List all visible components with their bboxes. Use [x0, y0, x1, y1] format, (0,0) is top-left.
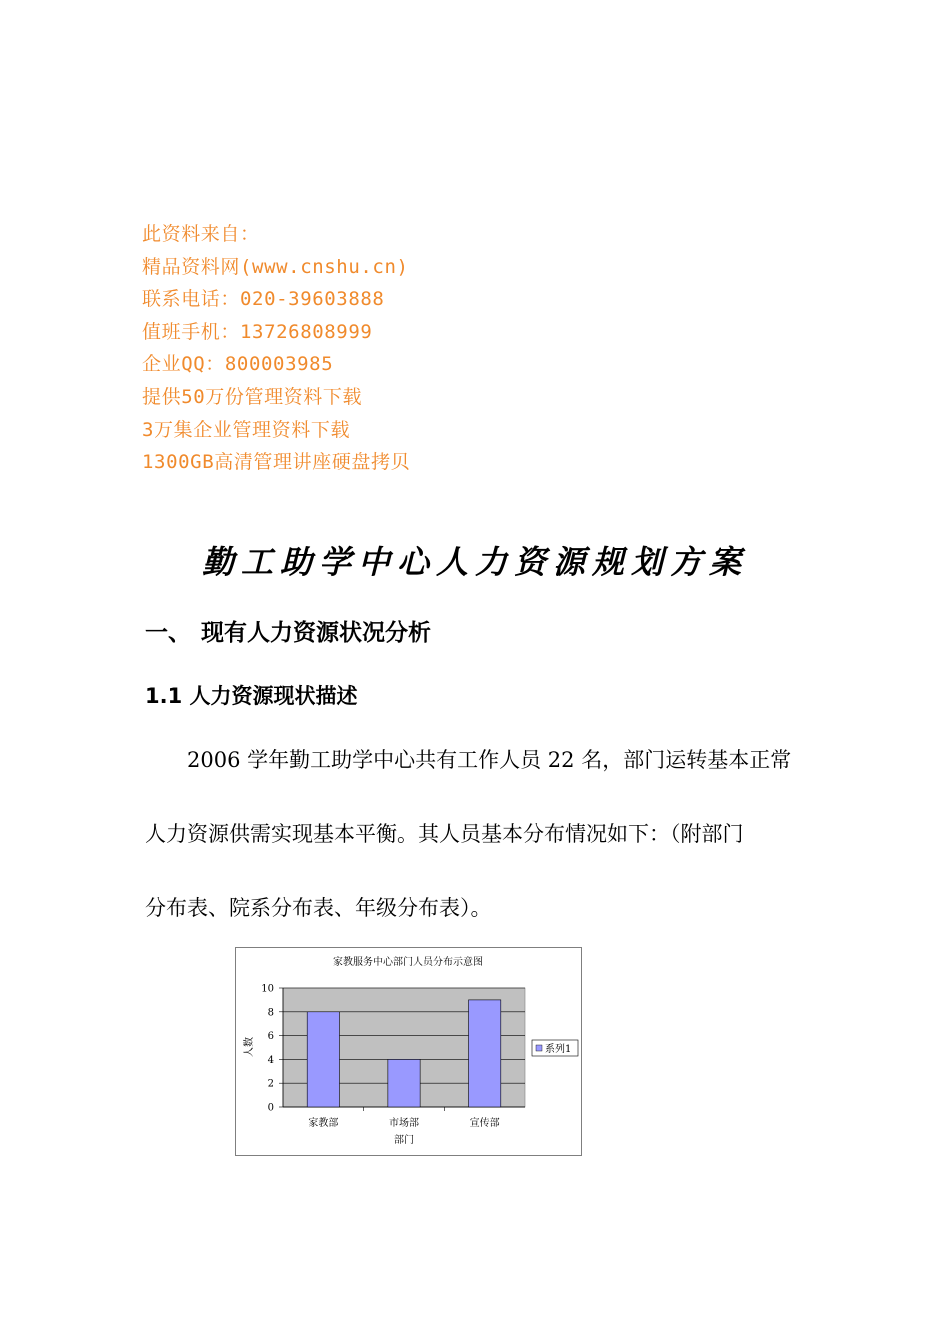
ad-line-offer-3: 1300GB高清管理讲座硬盘拷贝	[142, 451, 411, 474]
source-ad-block	[142, 218, 410, 479]
document-title: 勤工助学中心人力资源规划方案	[201, 543, 748, 581]
ad-line-mobile: 值班手机：13726808999	[142, 320, 373, 343]
section-number: 一、	[145, 620, 191, 646]
paragraph-line-3: 分布表、院系分布表、年级分布表）。	[145, 896, 492, 920]
section-heading-1	[145, 614, 431, 647]
section-title: 现有人力资源状况分析	[201, 620, 431, 646]
x-tick-label-1: 市场部	[389, 1118, 419, 1129]
ad-line-source: 此资料来自：	[142, 223, 260, 245]
x-tick-label-0: 家教部	[308, 1118, 339, 1129]
paragraph-line-2: 人力资源供需实现基本平衡。其人员基本分布情况如下：（附部门	[145, 822, 744, 846]
department-distribution-chart	[235, 947, 582, 1156]
legend-swatch	[536, 1045, 542, 1051]
legend-label: 系列1	[545, 1044, 572, 1055]
body-paragraph	[145, 738, 815, 960]
y-axis-label: 人数	[244, 1037, 255, 1057]
y-tick-label-4: 8	[267, 1007, 274, 1019]
x-axis-label: 部门	[394, 1135, 414, 1146]
plot-area	[261, 984, 525, 1130]
paragraph-line-1: 2006 学年勤工助学中心共有工作人员 22 名，部门运转基本正常	[187, 748, 792, 772]
legend	[532, 1040, 578, 1056]
ad-line-phone: 联系电话：020-39603888	[142, 288, 385, 311]
y-tick-label-5: 10	[261, 983, 274, 995]
y-tick-label-2: 4	[267, 1054, 274, 1066]
ad-line-offer-2: 3万集企业管理资料下载	[142, 418, 351, 441]
subsection-heading-1-1: 1.1 人力资源现状描述	[145, 684, 358, 708]
bar-宣传部	[469, 1000, 501, 1107]
bar-市场部	[388, 1059, 420, 1107]
y-tick-label-1: 2	[267, 1078, 274, 1090]
y-tick-label-0: 0	[267, 1102, 274, 1114]
ad-line-offer-1: 提供50万份管理资料下载	[142, 385, 363, 408]
x-tick-label-2: 宣传部	[469, 1118, 500, 1129]
chart-title: 家教服务中心部门人员分布示意图	[333, 957, 483, 968]
chart-canvas	[236, 948, 581, 1155]
bar-家教部	[307, 1012, 339, 1107]
y-tick-label-3: 6	[267, 1031, 274, 1043]
ad-line-qq: 企业QQ：800003985	[142, 353, 334, 376]
ad-line-website: 精品资料网(www.cnshu.cn)	[142, 255, 409, 278]
